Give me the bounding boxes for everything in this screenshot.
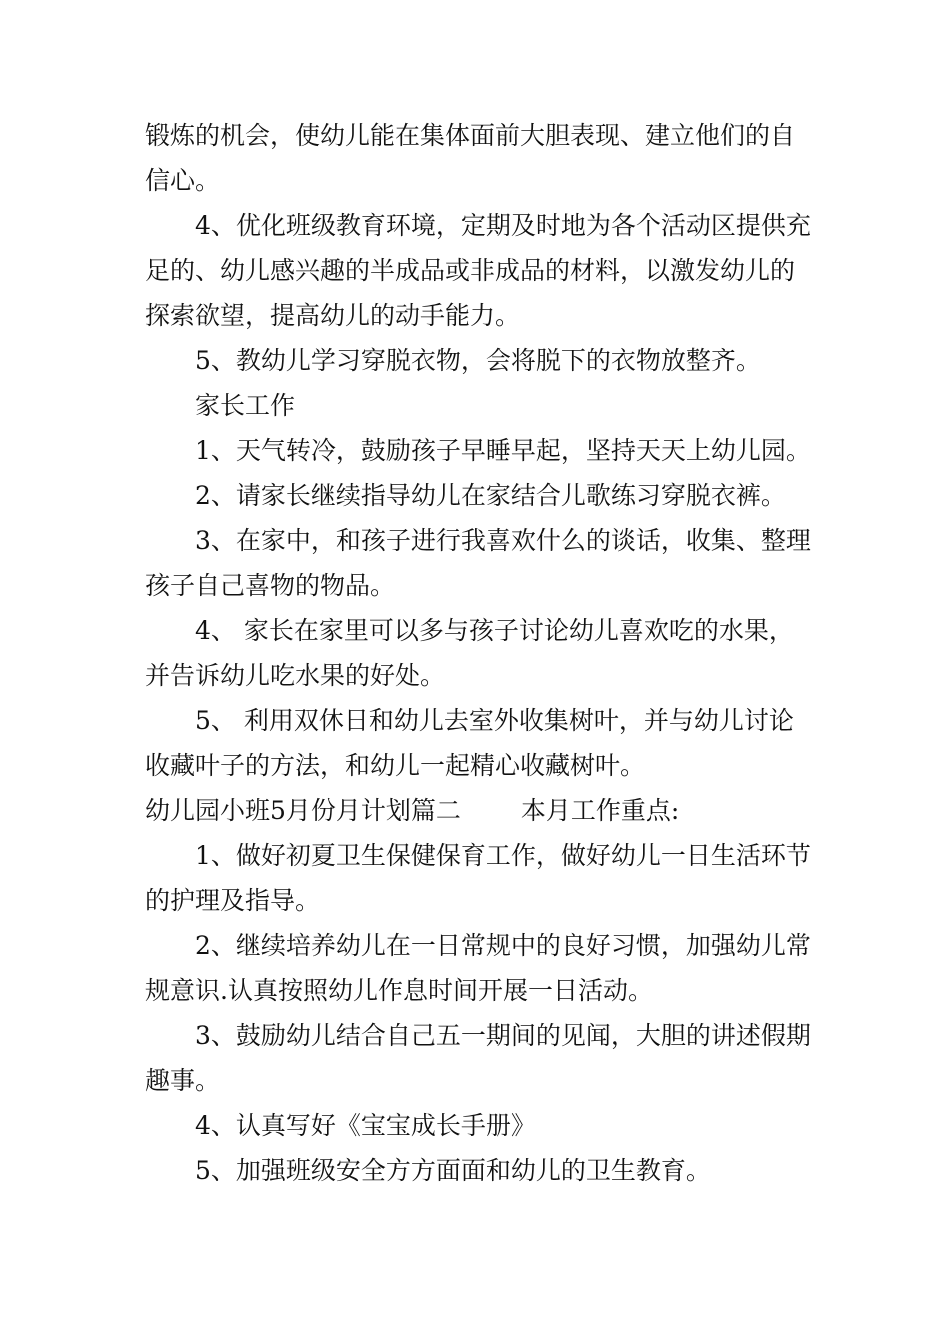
paragraph: 5、 利用双休日和幼儿去室外收集树叶，并与幼儿讨论收藏叶子的方法，和幼儿一起精心收藏树叶。: [145, 706, 794, 780]
paragraph: 1、天气转冷，鼓励孩子早睡早起，坚持天天上幼儿园。: [195, 436, 811, 465]
section-title: 幼儿园小班5月份月计划篇二: [145, 796, 461, 825]
paragraph: 4、优化班级教育环境，定期及时地为各个活动区提供充足的、幼儿感兴趣的半成品或非成品的材料，以激发幼儿的探索欲望，提高幼儿的动手能力。: [145, 211, 811, 330]
section-subtitle: 本月工作重点:: [520, 796, 680, 825]
paragraph: 3、鼓励幼儿结合自己五一期间的见闻，大胆的讲述假期趣事。: [145, 1021, 811, 1095]
paragraph: 4、认真写好《宝宝成长手册》: [195, 1111, 536, 1140]
paragraph: 1、做好初夏卫生保健保育工作，做好幼儿一日生活环节的护理及指导。: [145, 841, 811, 915]
section-label-parent-work: 家长工作: [195, 391, 296, 420]
paragraph: 5、教幼儿学习穿脱衣物，会将脱下的衣物放整齐。: [195, 346, 761, 375]
paragraph: 5、加强班级安全方方面面和幼儿的卫生教育。: [195, 1156, 711, 1185]
paragraph: 2、继续培养幼儿在一日常规中的良好习惯，加强幼儿常规意识.认真按照幼儿作息时间开展一日活动。: [145, 931, 811, 1005]
paragraph: 4、 家长在家里可以多与孩子讨论幼儿喜欢吃的水果，并告诉幼儿吃水果的好处。: [145, 616, 794, 690]
section-heading: [145, 788, 815, 833]
paragraph: 3、在家中，和孩子进行我喜欢什么的谈话，收集、整理孩子自己喜物的物品。: [145, 526, 811, 600]
document-body: [145, 113, 815, 1193]
paragraph: 2、请家长继续指导幼儿在家结合儿歌练习穿脱衣裤。: [195, 481, 786, 510]
paragraph: 锻炼的机会，使幼儿能在集体面前大胆表现、建立他们的自信心。: [145, 121, 796, 195]
